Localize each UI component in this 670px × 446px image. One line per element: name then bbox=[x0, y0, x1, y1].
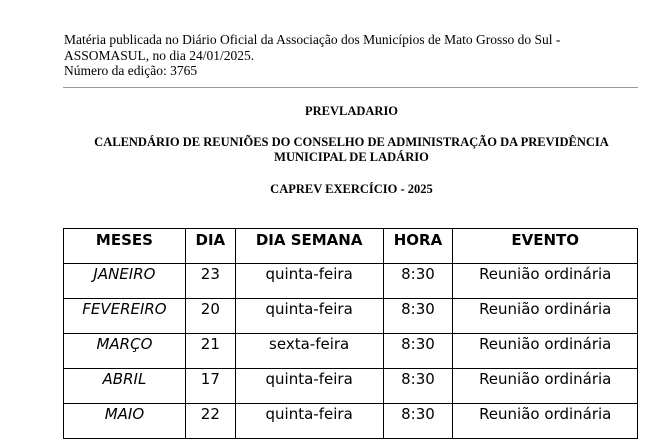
cell-day: 17 bbox=[185, 369, 235, 404]
cell-weekday: quinta-feira bbox=[235, 404, 383, 439]
cell-time: 8:30 bbox=[383, 369, 453, 404]
column-header-time: HORA bbox=[383, 229, 453, 264]
document-subtitle: CAPREV EXERCÍCIO - 2025 bbox=[270, 182, 433, 196]
cell-event: Reunião ordinária bbox=[453, 334, 638, 369]
cell-weekday: quinta-feira bbox=[235, 299, 383, 334]
cell-month: FEVEREIRO bbox=[64, 299, 186, 334]
cell-time: 8:30 bbox=[383, 334, 453, 369]
cell-day: 23 bbox=[185, 264, 235, 299]
header-line-3: Número da edição: 3765 bbox=[64, 63, 198, 78]
cell-month: MARÇO bbox=[64, 334, 186, 369]
table-row bbox=[64, 369, 638, 404]
cell-time: 8:30 bbox=[383, 299, 453, 334]
cell-month: ABRIL bbox=[64, 369, 186, 404]
table-row bbox=[64, 404, 638, 439]
cell-time: 8:30 bbox=[383, 404, 453, 439]
header-line-1: Matéria publicada no Diário Oficial da Associação dos Municípios de Mato Grosso do Sul - bbox=[64, 32, 561, 47]
publication-header bbox=[64, 32, 644, 79]
column-header-day: DIA bbox=[185, 229, 235, 264]
cell-event: Reunião ordinária bbox=[453, 369, 638, 404]
table-row bbox=[64, 264, 638, 299]
header-divider bbox=[63, 87, 638, 88]
table-header-row bbox=[64, 229, 638, 264]
table-row bbox=[64, 334, 638, 369]
cell-month: MAIO bbox=[64, 404, 186, 439]
cell-day: 22 bbox=[185, 404, 235, 439]
cell-event: Reunião ordinária bbox=[453, 404, 638, 439]
cell-event: Reunião ordinária bbox=[453, 264, 638, 299]
column-header-months: MESES bbox=[64, 229, 186, 264]
table-row bbox=[64, 299, 638, 334]
column-header-weekday: DIA SEMANA bbox=[235, 229, 383, 264]
column-header-event: EVENTO bbox=[453, 229, 638, 264]
cell-weekday: quinta-feira bbox=[235, 369, 383, 404]
cell-day: 20 bbox=[185, 299, 235, 334]
cell-month: JANEIRO bbox=[64, 264, 186, 299]
header-line-2: ASSOMASUL, no dia 24/01/2025. bbox=[64, 47, 255, 63]
document-title: CALENDÁRIO DE REUNIÕES DO CONSELHO DE ADMINISTRAÇÃO DA PREVIDÊNCIA MUNICIPAL DE LADÁRIO bbox=[94, 135, 609, 164]
organization-name: PREVLADARIO bbox=[304, 104, 399, 118]
cell-weekday: quinta-feira bbox=[235, 264, 383, 299]
cell-event: Reunião ordinária bbox=[453, 299, 638, 334]
cell-weekday: sexta-feira bbox=[235, 334, 383, 369]
meeting-calendar-table bbox=[63, 228, 638, 439]
cell-time: 8:30 bbox=[383, 264, 453, 299]
cell-day: 21 bbox=[185, 334, 235, 369]
